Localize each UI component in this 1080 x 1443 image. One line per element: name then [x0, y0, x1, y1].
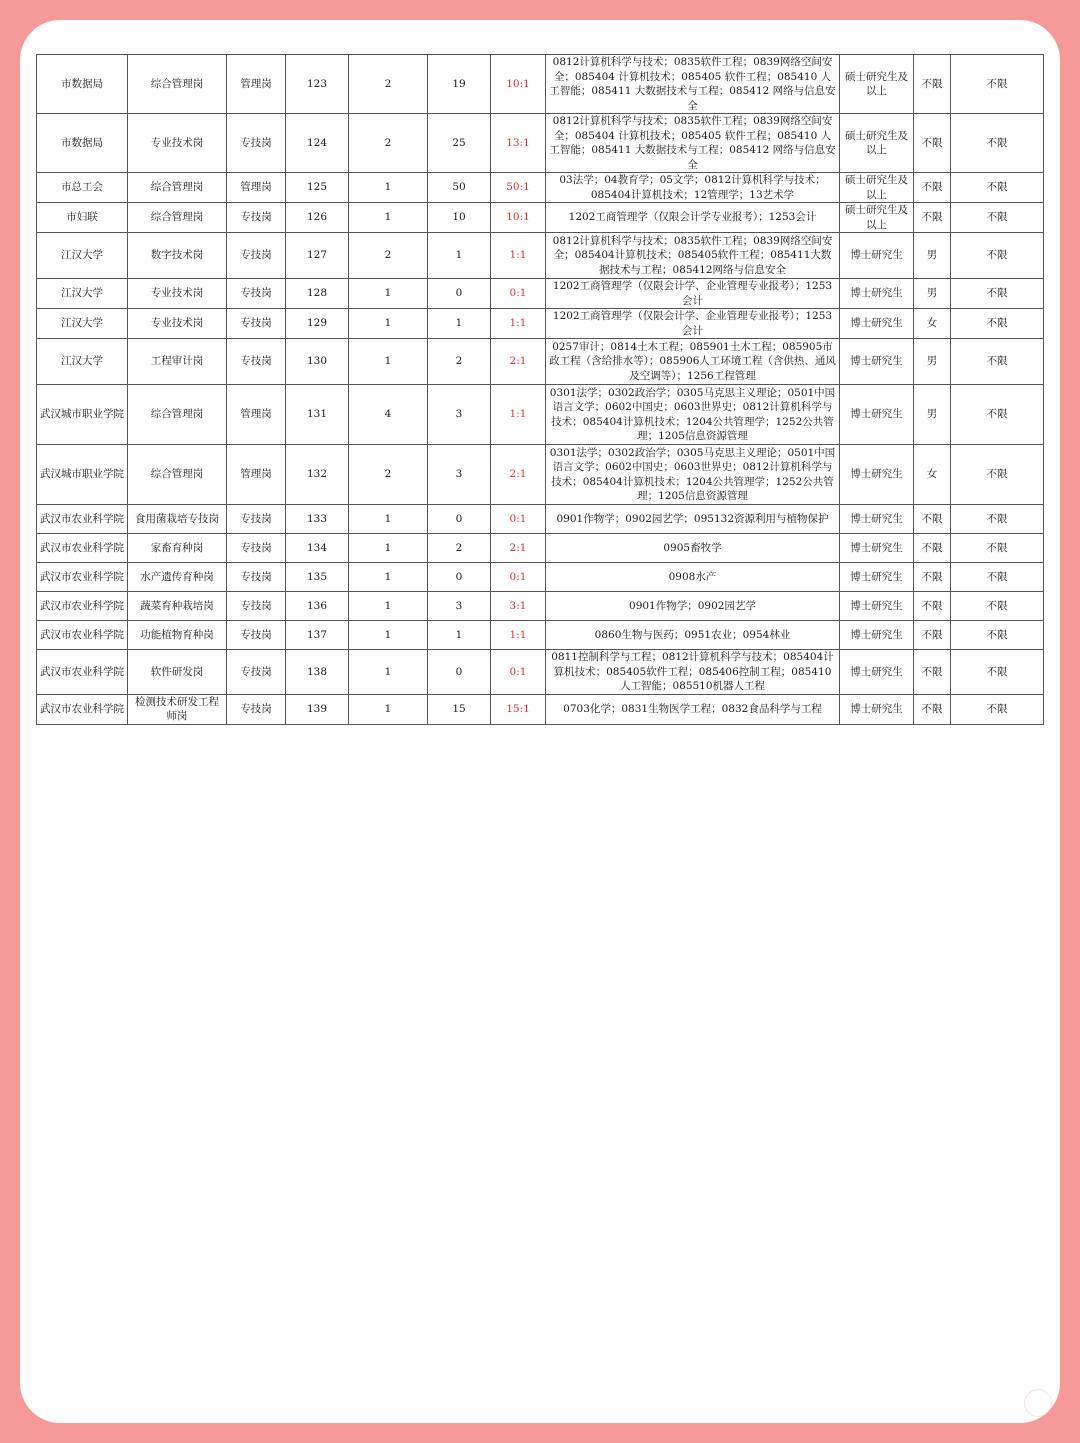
- type-cell: 专技岗: [227, 233, 286, 279]
- education-cell: 博士研究生: [840, 445, 914, 505]
- table-row: [37, 279, 1044, 309]
- education-cell: 博士研究生: [840, 233, 914, 279]
- ratio-cell: 2:1: [491, 445, 546, 505]
- major-cell: 0301法学；0302政治学；0305马克思主义理论；0501中国语言文学；0602中国史；0603世界史；0812计算机科学与技术；085404计算机技术；1204公共管理学；1252公共管理；1205信息资源管理: [546, 445, 840, 505]
- type-cell: 专技岗: [227, 592, 286, 621]
- post-cell: 综合管理岗: [128, 173, 227, 203]
- gender-cell: 不限: [914, 203, 951, 233]
- post-cell: 专业技术岗: [128, 279, 227, 309]
- type-cell: 管理岗: [227, 385, 286, 445]
- gender-cell: 不限: [914, 650, 951, 695]
- plan-count-cell: 1: [349, 534, 428, 563]
- table-row: [37, 445, 1044, 505]
- ratio-cell: 3:1: [491, 592, 546, 621]
- type-cell: 专技岗: [227, 114, 286, 173]
- ratio-cell: 15:1: [491, 694, 546, 724]
- table-row: [37, 650, 1044, 695]
- plan-count-cell: 2: [349, 233, 428, 279]
- major-cell: 0908水产: [546, 563, 840, 592]
- major-cell: 0812计算机科学与技术；0835软件工程；0839网络空间安全；085404 计算机技术；085405 软件工程；085410 人工智能；085411 大数据技术与工程；085412 网络与信息安全: [546, 55, 840, 114]
- ratio-cell: 1:1: [491, 385, 546, 445]
- applicant-count-cell: 0: [428, 279, 491, 309]
- type-cell: 管理岗: [227, 173, 286, 203]
- table-row: [37, 563, 1044, 592]
- type-cell: 专技岗: [227, 309, 286, 339]
- unit-cell: 武汉市农业科学院: [37, 650, 128, 695]
- table-row: [37, 339, 1044, 385]
- table-row: [37, 385, 1044, 445]
- education-cell: 硕士研究生及以上: [840, 114, 914, 173]
- plan-count-cell: 2: [349, 445, 428, 505]
- code-cell: 137: [286, 621, 349, 650]
- education-cell: 博士研究生: [840, 563, 914, 592]
- major-cell: 0811控制科学与工程；0812计算机科学与技术；085404计算机技术；085405软件工程；085406控制工程；085410人工智能；085510机器人工程: [546, 650, 840, 695]
- post-cell: 综合管理岗: [128, 385, 227, 445]
- plan-count-cell: 4: [349, 385, 428, 445]
- ratio-cell: 10:1: [491, 203, 546, 233]
- major-cell: 0905畜牧学: [546, 534, 840, 563]
- education-cell: 博士研究生: [840, 694, 914, 724]
- post-cell: 家畜育种岗: [128, 534, 227, 563]
- plan-count-cell: 1: [349, 339, 428, 385]
- unit-cell: 市数据局: [37, 55, 128, 114]
- unit-cell: 武汉市农业科学院: [37, 563, 128, 592]
- post-cell: 综合管理岗: [128, 203, 227, 233]
- type-cell: 管理岗: [227, 445, 286, 505]
- other-cell: 不限: [951, 309, 1044, 339]
- plan-count-cell: 1: [349, 203, 428, 233]
- major-cell: 0860生物与医药；0951农业；0954林业: [546, 621, 840, 650]
- education-cell: 博士研究生: [840, 621, 914, 650]
- applicant-count-cell: 19: [428, 55, 491, 114]
- code-cell: 139: [286, 694, 349, 724]
- applicant-count-cell: 0: [428, 563, 491, 592]
- applicant-count-cell: 3: [428, 445, 491, 505]
- applicant-count-cell: 1: [428, 309, 491, 339]
- other-cell: 不限: [951, 55, 1044, 114]
- table-row: [37, 592, 1044, 621]
- ratio-cell: 0:1: [491, 505, 546, 534]
- plan-count-cell: 1: [349, 563, 428, 592]
- code-cell: 126: [286, 203, 349, 233]
- table-row: [37, 233, 1044, 279]
- gender-cell: 男: [914, 233, 951, 279]
- unit-cell: 武汉城市职业学院: [37, 445, 128, 505]
- type-cell: 专技岗: [227, 694, 286, 724]
- education-cell: 博士研究生: [840, 592, 914, 621]
- other-cell: 不限: [951, 203, 1044, 233]
- type-cell: 管理岗: [227, 55, 286, 114]
- post-cell: 蔬菜育种栽培岗: [128, 592, 227, 621]
- code-cell: 131: [286, 385, 349, 445]
- ratio-cell: 1:1: [491, 309, 546, 339]
- major-cell: 03法学；04教育学；05文学；0812计算机科学与技术；085404计算机技术；12管理学；13艺术学: [546, 173, 840, 203]
- ratio-cell: 2:1: [491, 339, 546, 385]
- major-cell: 0257审计；0814土木工程；085901土木工程；085905市政工程（含给排水等）；085906人工环境工程（含供热、通风及空调等）；1256工程管理: [546, 339, 840, 385]
- code-cell: 138: [286, 650, 349, 695]
- education-cell: 博士研究生: [840, 385, 914, 445]
- code-cell: 128: [286, 279, 349, 309]
- plan-count-cell: 1: [349, 694, 428, 724]
- code-cell: 124: [286, 114, 349, 173]
- applicant-count-cell: 50: [428, 173, 491, 203]
- table-row: [37, 694, 1044, 724]
- other-cell: 不限: [951, 173, 1044, 203]
- applicant-count-cell: 1: [428, 621, 491, 650]
- gender-cell: 不限: [914, 534, 951, 563]
- post-cell: 综合管理岗: [128, 445, 227, 505]
- education-cell: 博士研究生: [840, 505, 914, 534]
- other-cell: 不限: [951, 505, 1044, 534]
- page-card: [20, 20, 1060, 1423]
- other-cell: 不限: [951, 592, 1044, 621]
- other-cell: 不限: [951, 114, 1044, 173]
- code-cell: 133: [286, 505, 349, 534]
- major-cell: 0301法学；0302政治学；0305马克思主义理论；0501中国语言文学；0602中国史；0603世界史；0812计算机科学与技术；085404计算机技术；1204公共管理学；1252公共管理；1205信息资源管理: [546, 385, 840, 445]
- plan-count-cell: 1: [349, 173, 428, 203]
- unit-cell: 武汉市农业科学院: [37, 505, 128, 534]
- code-cell: 135: [286, 563, 349, 592]
- major-cell: 1202工商管理学（仅限会计学专业报考）；1253会计: [546, 203, 840, 233]
- ratio-cell: 10:1: [491, 55, 546, 114]
- unit-cell: 江汉大学: [37, 279, 128, 309]
- post-cell: 专业技术岗: [128, 309, 227, 339]
- gender-cell: 男: [914, 385, 951, 445]
- post-cell: 数字技术岗: [128, 233, 227, 279]
- major-cell: 0812计算机科学与技术；0835软件工程；0839网络空间安全；085404计算机技术；085405软件工程；085411大数据技术与工程；085412网络与信息安全: [546, 233, 840, 279]
- unit-cell: 武汉市农业科学院: [37, 621, 128, 650]
- applicant-count-cell: 0: [428, 505, 491, 534]
- positions-table: [36, 54, 1044, 725]
- education-cell: 博士研究生: [840, 279, 914, 309]
- table-row: [37, 114, 1044, 173]
- other-cell: 不限: [951, 621, 1044, 650]
- plan-count-cell: 1: [349, 621, 428, 650]
- code-cell: 132: [286, 445, 349, 505]
- ratio-cell: 0:1: [491, 650, 546, 695]
- major-cell: 0812计算机科学与技术；0835软件工程；0839网络空间安全；085404 计算机技术；085405 软件工程；085410 人工智能；085411 大数据技术与工程；085412 网络与信息安全: [546, 114, 840, 173]
- code-cell: 125: [286, 173, 349, 203]
- unit-cell: 江汉大学: [37, 309, 128, 339]
- unit-cell: 市总工会: [37, 173, 128, 203]
- gender-cell: 不限: [914, 55, 951, 114]
- table-row: [37, 309, 1044, 339]
- unit-cell: 市数据局: [37, 114, 128, 173]
- post-cell: 专业技术岗: [128, 114, 227, 173]
- applicant-count-cell: 0: [428, 650, 491, 695]
- table-row: [37, 505, 1044, 534]
- gender-cell: 不限: [914, 563, 951, 592]
- type-cell: 专技岗: [227, 279, 286, 309]
- applicant-count-cell: 3: [428, 385, 491, 445]
- major-cell: 1202工商管理学（仅限会计学、企业管理专业报考）；1253会计: [546, 309, 840, 339]
- education-cell: 硕士研究生及以上: [840, 173, 914, 203]
- watermark-icon: [1024, 1389, 1052, 1417]
- ratio-cell: 0:1: [491, 563, 546, 592]
- unit-cell: 武汉城市职业学院: [37, 385, 128, 445]
- education-cell: 硕士研究生及以上: [840, 203, 914, 233]
- post-cell: 水产遗传育种岗: [128, 563, 227, 592]
- code-cell: 134: [286, 534, 349, 563]
- other-cell: 不限: [951, 385, 1044, 445]
- other-cell: 不限: [951, 534, 1044, 563]
- applicant-count-cell: 2: [428, 339, 491, 385]
- plan-count-cell: 1: [349, 309, 428, 339]
- code-cell: 129: [286, 309, 349, 339]
- applicant-count-cell: 1: [428, 233, 491, 279]
- type-cell: 专技岗: [227, 534, 286, 563]
- unit-cell: 市妇联: [37, 203, 128, 233]
- applicant-count-cell: 10: [428, 203, 491, 233]
- other-cell: 不限: [951, 279, 1044, 309]
- unit-cell: 武汉市农业科学院: [37, 534, 128, 563]
- education-cell: 博士研究生: [840, 650, 914, 695]
- table-row: [37, 621, 1044, 650]
- code-cell: 136: [286, 592, 349, 621]
- major-cell: 0703化学；0831生物医学工程；0832食品科学与工程: [546, 694, 840, 724]
- table-row: [37, 203, 1044, 233]
- type-cell: 专技岗: [227, 650, 286, 695]
- ratio-cell: 50:1: [491, 173, 546, 203]
- education-cell: 博士研究生: [840, 534, 914, 563]
- education-cell: 博士研究生: [840, 309, 914, 339]
- post-cell: 软件研发岗: [128, 650, 227, 695]
- applicant-count-cell: 25: [428, 114, 491, 173]
- major-cell: 1202工商管理学（仅限会计学、企业管理专业报考）；1253会计: [546, 279, 840, 309]
- table-row: [37, 173, 1044, 203]
- gender-cell: 不限: [914, 621, 951, 650]
- plan-count-cell: 1: [349, 650, 428, 695]
- ratio-cell: 1:1: [491, 233, 546, 279]
- gender-cell: 不限: [914, 694, 951, 724]
- type-cell: 专技岗: [227, 203, 286, 233]
- unit-cell: 江汉大学: [37, 339, 128, 385]
- ratio-cell: 0:1: [491, 279, 546, 309]
- table-row: [37, 534, 1044, 563]
- unit-cell: 武汉市农业科学院: [37, 592, 128, 621]
- post-cell: 检测技术研发工程师岗: [128, 694, 227, 724]
- other-cell: 不限: [951, 694, 1044, 724]
- type-cell: 专技岗: [227, 563, 286, 592]
- post-cell: 工程审计岗: [128, 339, 227, 385]
- unit-cell: 江汉大学: [37, 233, 128, 279]
- education-cell: 博士研究生: [840, 339, 914, 385]
- type-cell: 专技岗: [227, 505, 286, 534]
- other-cell: 不限: [951, 563, 1044, 592]
- post-cell: 功能植物育种岗: [128, 621, 227, 650]
- code-cell: 127: [286, 233, 349, 279]
- ratio-cell: 13:1: [491, 114, 546, 173]
- plan-count-cell: 1: [349, 279, 428, 309]
- code-cell: 123: [286, 55, 349, 114]
- code-cell: 130: [286, 339, 349, 385]
- table-row: [37, 55, 1044, 114]
- ratio-cell: 2:1: [491, 534, 546, 563]
- other-cell: 不限: [951, 650, 1044, 695]
- education-cell: 硕士研究生及以上: [840, 55, 914, 114]
- gender-cell: 男: [914, 339, 951, 385]
- gender-cell: 不限: [914, 592, 951, 621]
- other-cell: 不限: [951, 339, 1044, 385]
- gender-cell: 不限: [914, 505, 951, 534]
- applicant-count-cell: 2: [428, 534, 491, 563]
- gender-cell: 女: [914, 445, 951, 505]
- other-cell: 不限: [951, 233, 1044, 279]
- type-cell: 专技岗: [227, 339, 286, 385]
- plan-count-cell: 1: [349, 505, 428, 534]
- ratio-cell: 1:1: [491, 621, 546, 650]
- post-cell: 综合管理岗: [128, 55, 227, 114]
- other-cell: 不限: [951, 445, 1044, 505]
- gender-cell: 男: [914, 279, 951, 309]
- plan-count-cell: 2: [349, 114, 428, 173]
- plan-count-cell: 1: [349, 592, 428, 621]
- post-cell: 食用菌栽培专技岗: [128, 505, 227, 534]
- major-cell: 0901作物学；0902园艺学；095132资源利用与植物保护: [546, 505, 840, 534]
- gender-cell: 不限: [914, 173, 951, 203]
- unit-cell: 武汉市农业科学院: [37, 694, 128, 724]
- type-cell: 专技岗: [227, 621, 286, 650]
- applicant-count-cell: 3: [428, 592, 491, 621]
- gender-cell: 女: [914, 309, 951, 339]
- major-cell: 0901作物学；0902园艺学: [546, 592, 840, 621]
- gender-cell: 不限: [914, 114, 951, 173]
- applicant-count-cell: 15: [428, 694, 491, 724]
- plan-count-cell: 2: [349, 55, 428, 114]
